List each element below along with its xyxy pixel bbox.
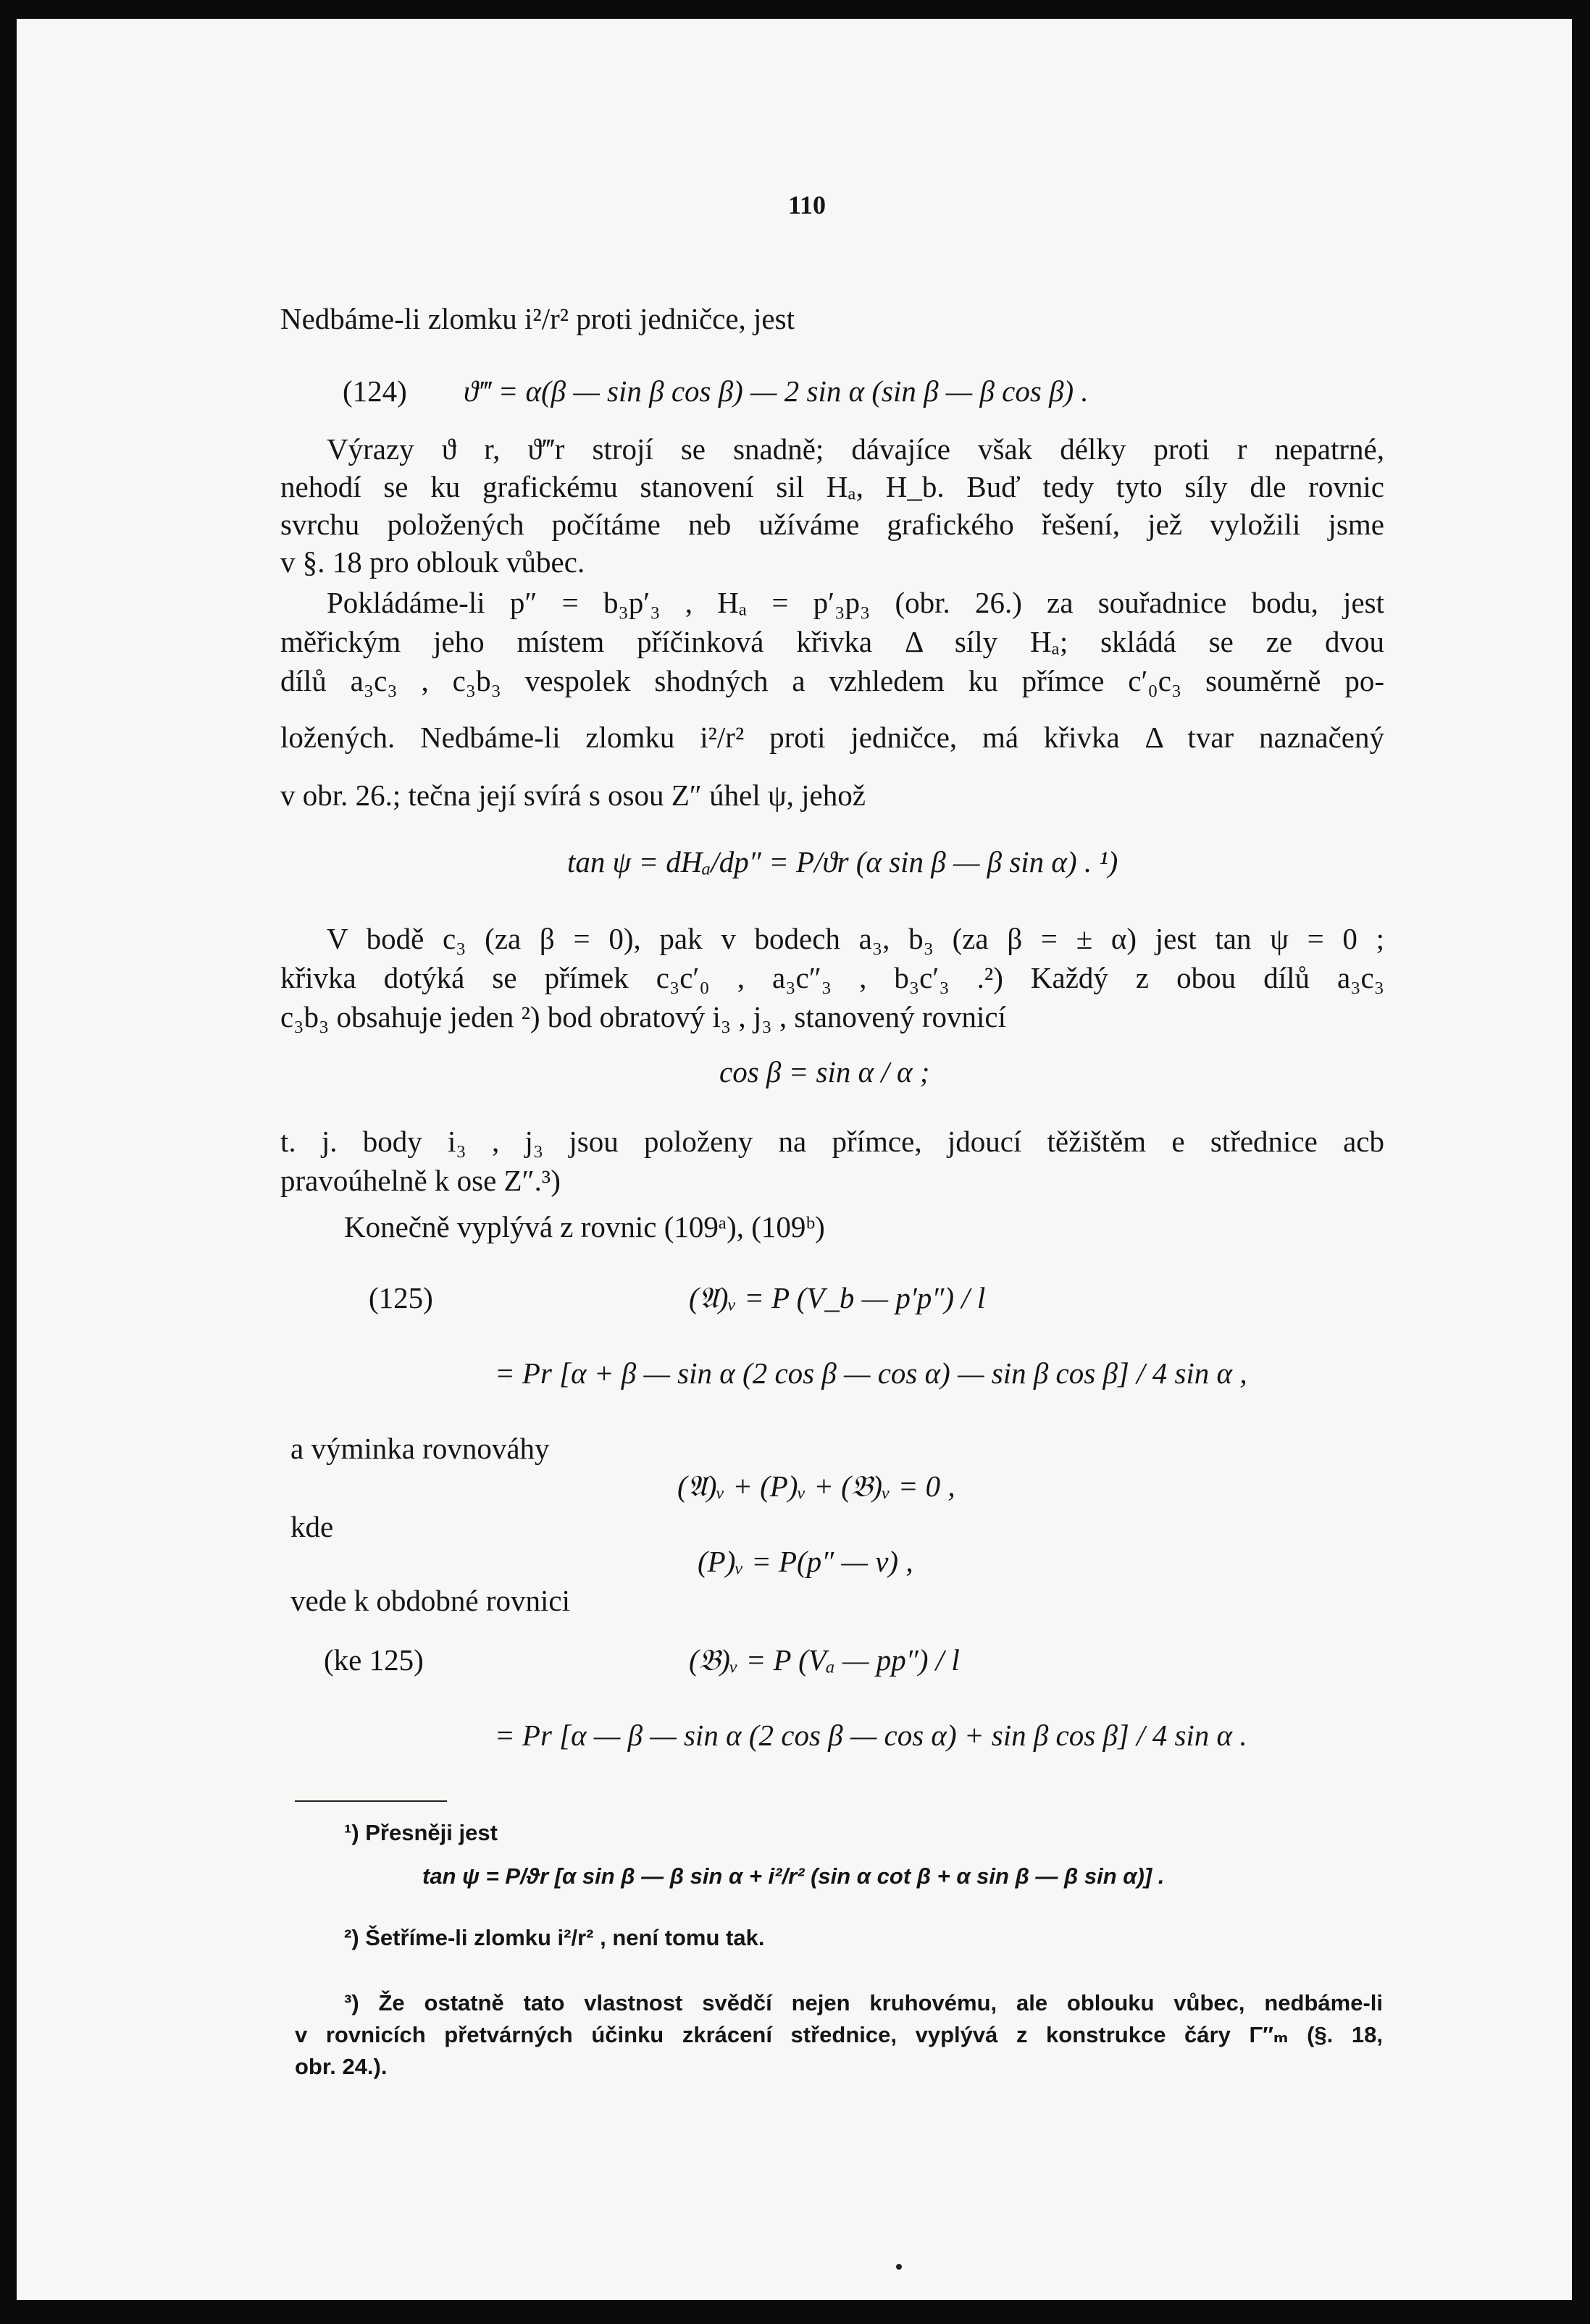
text-line: Konečně vyplývá z rovnic (109ᵃ), (109ᵇ)	[344, 1210, 825, 1243]
page-number: 110	[788, 190, 827, 219]
footnote-2: ²) Šetříme-li zlomku i²/r² , není tomu tak.	[344, 1925, 765, 1950]
equation-equilibrium: (𝔄)ᵥ + (P)ᵥ + (𝔅)ᵥ = 0 ,	[677, 1469, 955, 1503]
equation-tan-psi: tan ψ = dHₐ/dp″ = P/ϑr (α sin β — β sin α) . ¹)	[567, 845, 1118, 878]
text-line: Výrazy ϑ r, ϑ‴r strojí se snadně; dávajíce však délky proti r nepatrné,	[327, 432, 1384, 466]
equation-number: (125)	[369, 1281, 433, 1314]
text-line: nehodí se ku grafickému stanovení sil Hₐ, H_b. Buď tedy tyto síly dle rovnic	[280, 470, 1384, 503]
footnote-3: obr. 24.).	[295, 2054, 388, 2079]
text-line: ložených. Nedbáme-li zlomku i²/r² proti jedničce, má křivka Δ tvar naznačený	[280, 721, 1384, 754]
text-line: V bodě c₃ (za β = 0), pak v bodech a₃, b₃ (za β = ± α) jest tan ψ = 0 ;	[327, 922, 1384, 955]
text-line: t. j. body i₃ , j₃ jsou položeny na přímce, jdoucí těžištěm e střednice acb	[280, 1125, 1384, 1158]
text-line: pravoúhelně k ose Z″.³)	[280, 1164, 561, 1197]
text-line: c₃b₃ obsahuje jeden ²) bod obratový i₃ , j₃ , stanovený rovnicí	[280, 1000, 1006, 1033]
text-line: v obr. 26.; tečna její svírá s osou Z″ úhel ψ, jehož	[280, 779, 866, 812]
equation-125-a: (𝔄)ᵥ = P (V_b — p′p″) / l	[689, 1281, 986, 1314]
footnote-3: ³) Že ostatně tato vlastnost svědčí nejen kruhovému, ale oblouku vůbec, nedbáme-li	[344, 1990, 1383, 2015]
equation-B-a: (𝔅)ᵥ = P (Vₐ — pp″) / l	[689, 1643, 960, 1677]
equation-125-b: = Pr [α + β — sin α (2 cos β — cos α) — sin β cos β] / 4 sin α ,	[495, 1356, 1247, 1390]
text-line: svrchu položených počítáme neb užíváme grafického řešení, jež vyložili jsme	[280, 508, 1384, 541]
text-line: dílů a₃c₃ , c₃b₃ vespolek shodných a vzhledem ku přímce c′₀c₃ souměrně po-	[280, 664, 1384, 697]
text-line: (ke 125)	[324, 1643, 424, 1677]
text-line: Pokládáme-li p″ = b₃p′₃ , Hₐ = p′₃p₃ (obr. 26.) za souřadnice bodu, jest	[327, 586, 1384, 619]
book-page	[17, 19, 1572, 2300]
equation-B-b: = Pr [α — β — sin α (2 cos β — cos α) + sin β cos β] / 4 sin α .	[495, 1719, 1247, 1752]
text-line: Nedbáme-li zlomku i²/r² proti jedničce, jest	[280, 302, 795, 335]
text-line: v §. 18 pro oblouk vůbec.	[280, 545, 585, 579]
equation-124: ϑ‴ = α(β — sin β cos β) — 2 sin α (sin β — β cos β) .	[464, 374, 1089, 408]
footnote-1-equation: tan ψ = P/ϑr [α sin β — β sin α + i²/r² (sin α cot β + α sin β — β sin α)] .	[422, 1863, 1165, 1889]
equation-number: (124)	[343, 374, 407, 408]
text-line: křivka dotýká se přímek c₃c′₀ , a₃c″₃ , b₃c′₃ .²) Každý z obou dílů a₃c₃	[280, 961, 1384, 994]
text-line: vede k obdobné rovnici	[290, 1584, 570, 1617]
equation-P: (P)ᵥ = P(p″ — v) ,	[698, 1545, 913, 1578]
ink-speck	[896, 2264, 902, 2270]
footnote-3: v rovnicích přetvárných účinku zkrácení střednice, vyplývá z konstrukce čáry Γ″ₘ (§. 18,	[295, 2022, 1383, 2047]
equation-cos-beta: cos β = sin α / α ;	[719, 1055, 930, 1088]
text-line: a výminka rovnováhy	[290, 1432, 550, 1465]
footnote-rule	[295, 1800, 447, 1802]
text-line: měřickým jeho místem příčinková křivka Δ síly Hₐ; skládá se ze dvou	[280, 625, 1384, 658]
footnote-1: ¹) Přesněji jest	[344, 1820, 498, 1845]
text-line: kde	[290, 1510, 334, 1543]
